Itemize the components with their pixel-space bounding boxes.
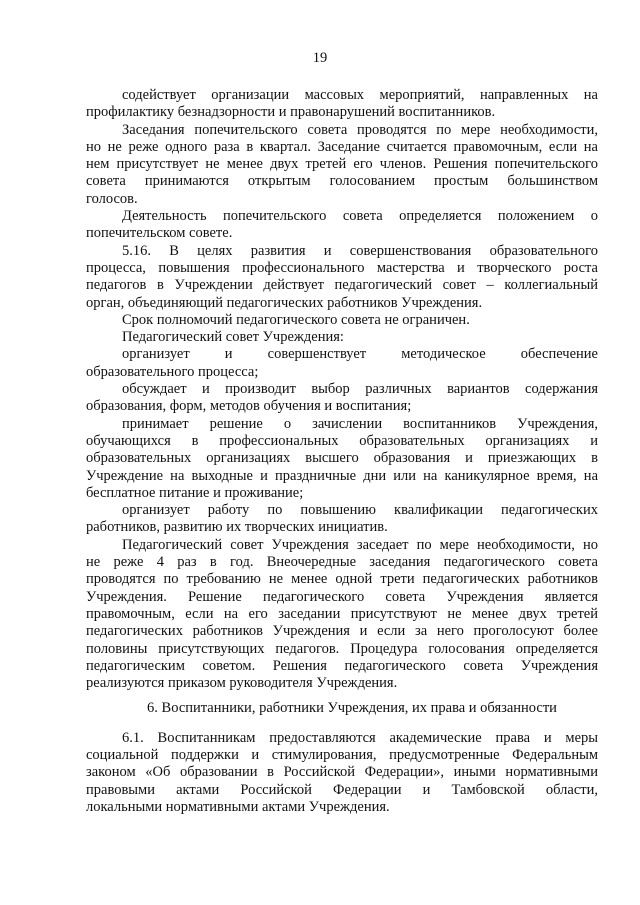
text-line: орган, объединяющий педагогических работников Учреждения. — [86, 294, 483, 311]
text-line: процесса, повышения профессионального мастерства и творческого роста — [86, 259, 598, 276]
text-line: но не реже одного раза в квартал. Заседание считается правомочным, если на — [86, 138, 598, 155]
text-line: нем присутствует не менее двух третей его членов. Решения попечительского — [86, 156, 598, 173]
text-line: 6.1. Воспитанникам предоставляются академические права и меры — [122, 729, 598, 746]
text-line: 5.16. В целях развития и совершенствования образовательного — [122, 242, 598, 259]
text-line: Учреждения. Решение педагогического совета Учреждения является — [86, 588, 598, 605]
text-line: принимает решение о зачислении воспитанников Учреждения, — [122, 415, 598, 432]
text-line: педагогов в Учреждении действует педагогический совет – коллегиальный — [86, 277, 598, 294]
text-line: правовыми актами Российской Федерации и Тамбовской области, — [86, 781, 598, 798]
section-heading: 6. Воспитанники, работники Учреждения, их права и обязанности — [147, 700, 557, 717]
text-line: работников, развитию их творческих инициатив. — [86, 519, 388, 536]
text-line: социальной поддержки и стимулирования, предусмотренные Федеральным — [86, 746, 598, 763]
text-block-after-heading — [86, 730, 598, 816]
text-line: не реже 4 раз в год. Внеочередные заседания педагогического совета — [86, 554, 598, 571]
text-line: реализуются приказом руководителя Учреждения. — [86, 675, 398, 692]
text-line: попечительском совете. — [86, 225, 233, 242]
text-line: образования, форм, методов обучения и воспитания; — [86, 398, 412, 415]
text-line: законом «Об образовании в Российской Федерации», иными нормативными — [86, 764, 598, 781]
text-line: голосов. — [86, 190, 138, 207]
text-line: педагогическим советом. Решения педагогического совета Учреждения — [86, 657, 598, 674]
page-number: 19 — [312, 50, 328, 66]
text-line: педагогических работников Учреждения и если за него проголосуют более — [86, 623, 598, 640]
text-line: правомочным, если на его заседании присутствуют не менее двух третей — [86, 605, 598, 622]
text-line: Педагогический совет Учреждения заседает по мере необходимости, но — [122, 536, 598, 553]
text-line: половины присутствующих педагогов. Процедура голосования определяется — [86, 640, 598, 657]
text-line: проводятся по требованию не менее одной трети педагогических работников — [86, 571, 598, 588]
text-line: Деятельность попечительского совета определяется положением о — [122, 208, 598, 225]
text-line: образовательных организациях высшего образования и приезжающих в — [86, 450, 598, 467]
text-block-before-heading — [86, 87, 598, 692]
document-body — [86, 87, 598, 816]
text-line: организует и совершенствует методическое обеспечение — [122, 346, 598, 363]
text-line: Заседания попечительского совета проводятся по мере необходимости, — [122, 121, 598, 138]
text-line: организует работу по повышению квалификации педагогических — [122, 502, 598, 519]
text-line: образовательного процесса; — [86, 363, 259, 380]
text-line: профилактику безнадзорности и правонарушений воспитанников. — [86, 104, 496, 121]
text-line: локальными нормативными актами Учреждения. — [86, 798, 390, 815]
text-line: Учреждение на выходные и праздничные дни или на каникулярное время, на — [86, 467, 598, 484]
text-line: обучающихся в профессиональных образовательных организациях и — [86, 432, 598, 449]
text-line: бесплатное питание и проживание; — [86, 484, 304, 501]
text-line: Педагогический совет Учреждения: — [122, 329, 344, 346]
text-line: содействует организации массовых мероприятий, направленных на — [122, 87, 598, 103]
text-line: Срок полномочий педагогического совета не ограничен. — [122, 311, 470, 328]
text-line: совета принимаются открытым голосованием простым большинством — [86, 173, 598, 190]
text-line: обсуждает и производит выбор различных вариантов содержания — [122, 381, 598, 398]
